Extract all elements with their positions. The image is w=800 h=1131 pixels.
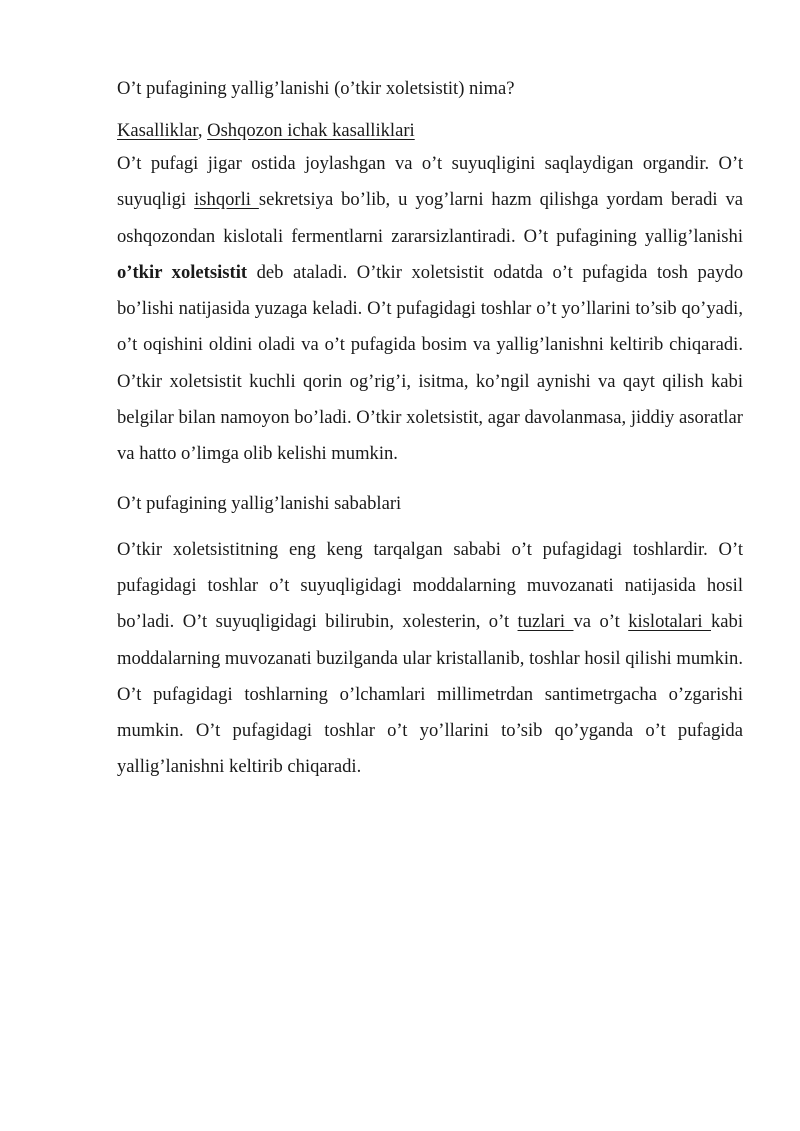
causes-text-1: O’tkir xoletsistitning eng keng tarqalgan sababi o’t pufagidagi toshlardir. O’t pufagidagi toshlar o’t suyuqligidagi moddalarning muvozanati natijasida hosil bo’ladi. O’t suyuqligidagi bilirubin, xolesterin, o’t [117,538,743,633]
intro-text-2: sekretsiya bo’lib, u yog’larni hazm qilishga yordam beradi va oshqozondan kislotali fermentlarni zararsizlantiradi. O’t pufagining yallig’lanishi [117,189,743,247]
intro-text-1: O’t pufagi jigar ostida joylashgan va o’t suyuqligini saqlaydigan organdir. O’t suyuqligi [117,153,743,211]
link-kislotalari[interactable]: kislotalari [628,611,711,633]
link-tuzlari[interactable]: tuzlari [517,611,574,633]
article [117,74,743,786]
breadcrumb-link-kasalliklar[interactable]: Kasalliklar [117,120,198,141]
link-ishqorli[interactable]: ishqorli [194,189,259,211]
page-title: O’t pufagining yallig’lanishi (o’tkir xoletsistit) nima? [117,78,515,99]
breadcrumb [117,116,743,146]
intro-text-3: deb ataladi. O’tkir xoletsistit odatda o’t pufagida tosh paydo bo’lishi natijasida yuzaga keladi. O’t pufagidagi toshlar o’t yo’llarini to’sib qo’yadi, o’t oqishini oldini oladi va o’t pufagida bosim va yallig’lanishni keltirib chiqaradi. O’tkir xoletsistit kuchli qorin og’rig’i, isitma, ko’ngil aynishi va qayt qilish kabi belgilar bilan namoyon bo’ladi. O’tkir xoletsistit, agar davolanmasa, jiddiy asoratlar va hatto o’limga olib kelishi mumkin. [117,261,743,465]
breadcrumb-link-oshqozon-ichak[interactable]: Oshqozon ichak kasalliklari [207,120,415,141]
causes-paragraph [117,532,743,786]
breadcrumb-separator: , [197,120,208,141]
intro-paragraph [117,146,743,473]
bold-term: o’tkir xoletsistit [117,261,248,283]
causes-text-2: va o’t [573,611,629,633]
section-heading-causes: O’t pufagining yallig’lanishi sabablari [117,492,402,514]
causes-text-3: kabi moddalarning muvozanati buzilganda ular kristallanib, toshlar hosil qilishi mumkin. O’t pufagidagi toshlarning o’lchamlari millimetrdan santimetrgacha o’zgarishi mumkin. O’t pufagidagi toshlar o’t yo’llarini to’sib qo’yganda o’t pufagida yallig’lanishni keltirib chiqaradi. [117,611,744,778]
